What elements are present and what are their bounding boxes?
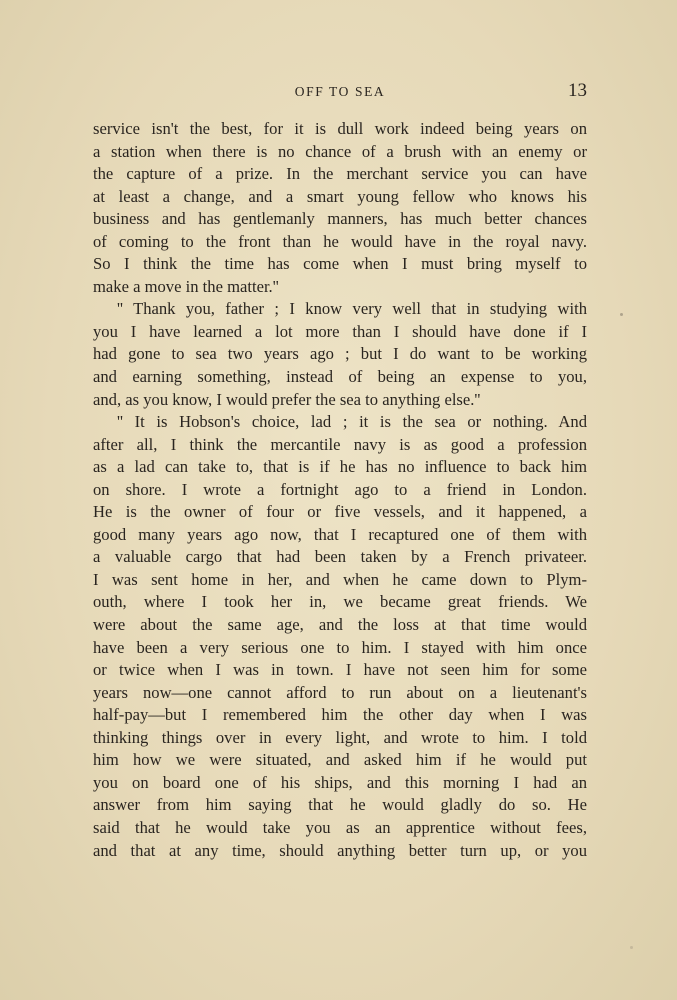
- text-line: So I think the time has come when I must bring myself to: [93, 254, 587, 274]
- text-line: a station when there is no chance of a brush with an enemy or: [93, 141, 587, 161]
- text-line: '' It is Hobson's choice, lad ; it is the sea or nothing. And: [117, 412, 587, 432]
- text-line: were about the same age, and the loss at that time would: [93, 615, 587, 635]
- text-line: and, as you know, I would prefer the sea to anything else.'': [93, 389, 481, 409]
- text-line: answer from him saying that he would gladly do so. He: [93, 795, 587, 815]
- text-line: said that he would take you as an apprentice without fees,: [93, 817, 587, 837]
- text-line: after all, I think the mercantile navy is as good a profession: [93, 434, 587, 454]
- text-line: of coming to the front than he would have in the royal navy.: [93, 231, 587, 251]
- text-line: you I have learned a lot more than I should have done if I: [93, 321, 587, 341]
- running-head: [93, 80, 587, 104]
- text-line: you on board one of his ships, and this morning I had an: [93, 772, 587, 792]
- text-line: the capture of a prize. In the merchant service you can have: [93, 164, 587, 184]
- text-line: outh, where I took her in, we became great friends. We: [93, 592, 587, 612]
- text-line: have been a very serious one to him. I stayed with him once: [93, 637, 587, 657]
- text-line: He is the owner of four or five vessels, and it happened, a: [93, 502, 587, 522]
- text-line: and that at any time, should anything better turn up, or you: [93, 840, 587, 860]
- text-line: or twice when I was in town. I have not seen him for some: [93, 660, 587, 680]
- text-line: '' Thank you, father ; I know very well that in studying with: [117, 299, 587, 319]
- running-title: OFF TO SEA: [294, 84, 386, 99]
- text-line: half-pay—but I remembered him the other day when I was: [93, 705, 587, 725]
- text-line: make a move in the matter.'': [93, 276, 279, 296]
- body-text: [93, 118, 587, 862]
- text-line: years now—one cannot afford to run about on a lieutenant's: [93, 682, 587, 702]
- paper-speck: [620, 313, 623, 316]
- text-line: and earning something, instead of being an expense to you,: [93, 367, 587, 387]
- text-line: him how we were situated, and asked him if he would put: [93, 750, 587, 770]
- paper-speck: [630, 946, 633, 949]
- text-line: thinking things over in every light, and wrote to him. I told: [93, 727, 587, 747]
- text-line: at least a change, and a smart young fellow who knows his: [93, 186, 587, 206]
- text-line: on shore. I wrote a fortnight ago to a friend in London.: [93, 479, 587, 499]
- text-line: I was sent home in her, and when he came down to Plym-: [93, 569, 587, 589]
- text-line: business and has gentlemanly manners, has much better chances: [93, 209, 587, 229]
- text-line: had gone to sea two years ago ; but I do want to be working: [93, 344, 587, 364]
- text-line: good many years ago now, that I recaptured one of them with: [93, 524, 587, 544]
- text-line: a valuable cargo that had been taken by a French privateer.: [93, 547, 587, 567]
- text-line: service isn't the best, for it is dull work indeed being years on: [93, 119, 587, 138]
- page-number: 13: [568, 80, 587, 101]
- text-line: as a lad can take to, that is if he has no influence to back him: [93, 457, 587, 477]
